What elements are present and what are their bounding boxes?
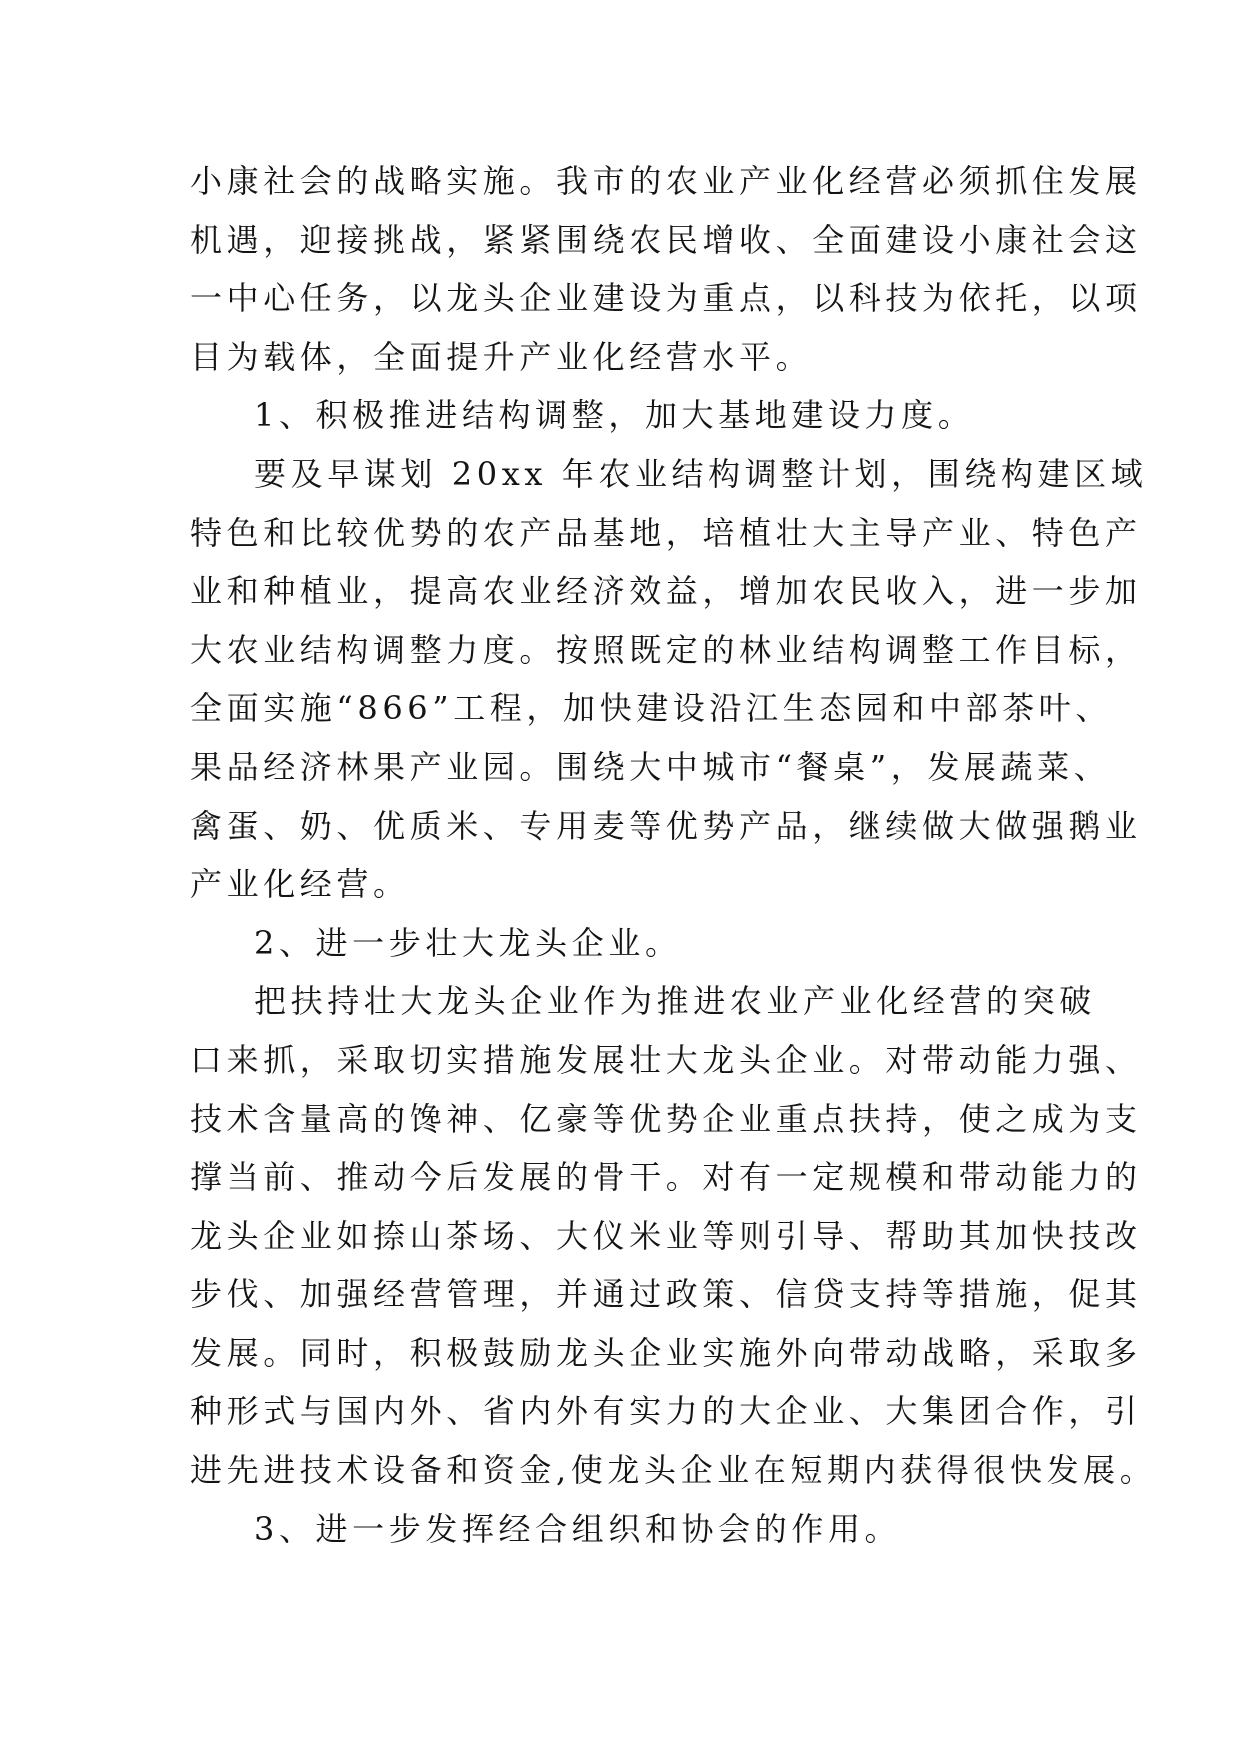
body-line: 全面实施“866”工程，加快建设沿江生态园和中部茶叶、: [190, 689, 1112, 728]
body-line: 步伐、加强经营管理，并通过政策、信贷支持等措施，促其: [190, 1275, 1142, 1314]
body-line: 大农业结构调整力度。按照既定的林业结构调整工作目标，: [190, 630, 1142, 669]
body-line: 机遇，迎接挑战，紧紧围绕农民增收、全面建设小康社会这: [190, 220, 1142, 259]
section-heading-2: 2、进一步壮大龙头企业。: [254, 923, 682, 962]
document-body: [190, 152, 1157, 1558]
body-line: 目为载体，全面提升产业化经营水平。: [190, 337, 813, 376]
body-line: 果品经济林果产业园。围绕大中城市“餐桌”，发展蔬菜、: [190, 747, 1111, 786]
body-line: 业和种植业，提高农业经济效益，增加农民收入，进一步加: [190, 572, 1142, 611]
body-line: 把扶持壮大龙头企业作为推进农业产业化经营的突破: [254, 982, 1096, 1021]
body-line: 一中心任务，以龙头企业建设为重点，以科技为依托，以项: [190, 279, 1142, 318]
body-line: 产业化经营。: [190, 865, 410, 904]
body-line: 禽蛋、奶、优质米、专用麦等优势产品，继续做大做强鹅业: [190, 806, 1142, 845]
body-line: 发展。同时，积极鼓励龙头企业实施外向带动战略，采取多: [190, 1333, 1142, 1372]
body-line: 撑当前、推动今后发展的骨干。对有一定规模和带动能力的: [190, 1158, 1142, 1197]
body-line: 技术含量高的馋神、亿豪等优势企业重点扶持，使之成为支: [190, 1099, 1142, 1138]
body-line: 特色和比较优势的农产品基地，培植壮大主导产业、特色产: [190, 513, 1142, 552]
body-line: 小康社会的战略实施。我市的农业产业化经营必须抓住发展: [190, 162, 1142, 200]
body-line: 种形式与国内外、省内外有实力的大企业、大集团合作，引: [190, 1392, 1142, 1431]
section-heading-1: 1、积极推进结构调整，加大基地建设力度。: [254, 396, 975, 435]
body-line: 口来抓，采取切实措施发展壮大龙头企业。对带动能力强、: [190, 1040, 1142, 1079]
body-line: 龙头企业如捺山茶场、大仪米业等则引导、帮助其加快技改: [190, 1216, 1142, 1255]
section-heading-3: 3、进一步发挥经合组织和协会的作用。: [254, 1509, 902, 1548]
body-line: 要及早谋划 20xx 年农业结构调整计划，围绕构建区域: [254, 454, 1148, 493]
body-line: 进先进技术设备和资金,使龙头企业在短期内获得很快发展。: [190, 1451, 1157, 1490]
